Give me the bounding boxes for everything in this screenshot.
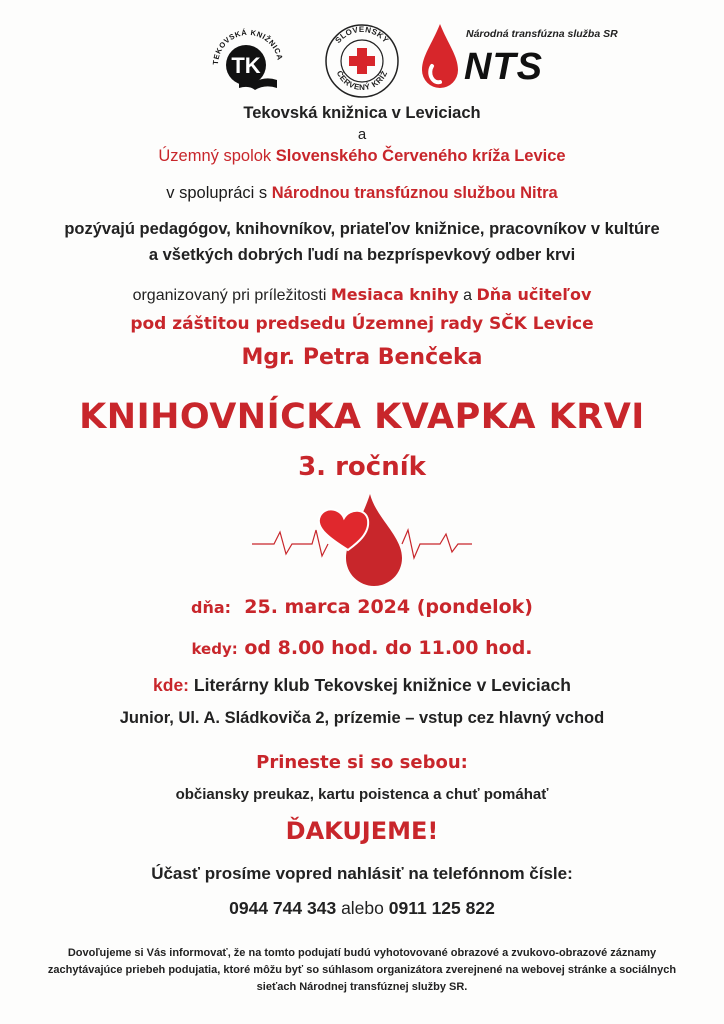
event-title: KNIHOVNÍCKA KVAPKA KRVI (79, 397, 645, 437)
occasion-prefix: organizovaný pri príležitosti (132, 287, 331, 304)
thanks: ĎAKUJEME! (285, 817, 439, 845)
tekovska-kniznica-logo (205, 22, 291, 108)
phone-line (0, 898, 724, 919)
occasion-and: a (458, 287, 477, 304)
edition: 3. ročník (298, 452, 426, 482)
place-value: Literárny klub Tekovskej knižnice v Leviciach (193, 675, 571, 695)
sck-ring-top: SLOVENSKÝ (333, 24, 391, 45)
nts-wordmark: NTS (464, 46, 543, 88)
time-line (0, 637, 724, 659)
sck-ring-bottom: ČERVENÝ KRÍŽ (334, 69, 390, 93)
time-value: od 8.00 hod. do 11.00 hod. (244, 637, 533, 659)
footer-disclaimer: Dovoľujeme si Vás informovať, že na tomto podujatí budú vyhotovované obrazové a zvukovo-obrazové záznamy zachytávajúce priebeh podujatia, ktoré môžu byť so súhlasom organizátora zverejnené na webovej stránke a sociálnych sieťach Národnej transfúznej služby SR. (47, 947, 677, 993)
cooperation-name: Národnou transfúznou službou Nitra (271, 184, 558, 202)
bring-items: občiansky preukaz, kartu poistenca a chuť pomáhať (175, 786, 549, 803)
invite-line-1: pozývajú pedagógov, knihovníkov, priateľov knižnice, pracovníkov v kultúre (64, 220, 660, 238)
tk-ring-text: TEKOVSKÁ KNIŽNICA (210, 27, 285, 66)
phone-second: 0911 125 822 (388, 898, 495, 918)
register-line: Účasť prosíme vopred nahlásiť na telefónnom čísle: (151, 864, 573, 883)
heart-drop-icon (252, 488, 472, 588)
occasion-line (0, 285, 724, 305)
date-value: 25. marca 2024 (pondelok) (244, 596, 533, 618)
partner-name: Slovenského Červeného kríža Levice (275, 147, 566, 165)
patronage: pod záštitou predsedu Územnej rady SČK Levice (130, 314, 594, 334)
date-label: dňa: (191, 598, 232, 617)
organizer: Tekovská knižnica v Leviciach (243, 104, 481, 122)
nts-logo (418, 22, 618, 92)
place-label: kde: (153, 675, 190, 695)
invite-line-2: a všetkých dobrých ľudí na bezpríspevkový odber krvi (148, 246, 576, 264)
book-icon (205, 22, 291, 108)
and-connector: a (357, 126, 367, 143)
time-label: kedy: (191, 640, 238, 658)
phone-first: 0944 744 343 (229, 898, 337, 918)
red-cross-icon (323, 22, 401, 100)
date-line (0, 596, 724, 618)
occasion-month: Mesiaca knihy (330, 285, 459, 304)
address-line: Junior, Ul. A. Sládkoviča 2, prízemie – vstup cez hlavný vchod (119, 709, 605, 727)
cooperation-line (0, 184, 724, 203)
partner-line (0, 147, 724, 166)
occasion-day: Dňa učiteľov (476, 285, 592, 304)
tk-initials: TK (231, 53, 261, 78)
partner-prefix: Územný spolok (158, 147, 276, 165)
patron-name: Mgr. Petra Benčeka (241, 345, 483, 370)
svg-text:SLOVENSKÝ (333, 25, 390, 45)
place-line (0, 675, 724, 696)
blood-drop-icon (418, 22, 460, 92)
nts-title: Národná transfúzna služba SR (466, 28, 618, 40)
slovensky-cerveny-kriz-logo (323, 22, 401, 100)
cooperation-prefix: v spolupráci s (166, 184, 272, 202)
phone-or: alebo (336, 898, 389, 918)
bring-title: Prineste si so sebou: (256, 752, 468, 773)
